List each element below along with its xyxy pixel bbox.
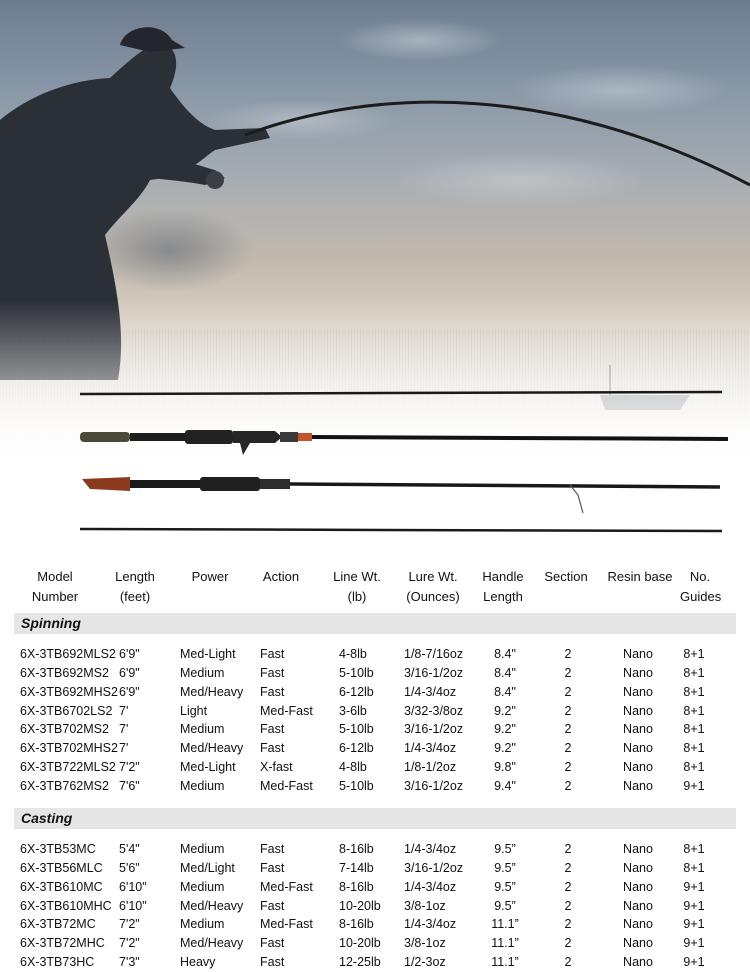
section-title: Casting xyxy=(21,810,73,826)
cell-section: 2 xyxy=(564,647,572,661)
cell-power: Med/Light xyxy=(180,860,235,875)
cell-lure-wt: 3/8-1oz xyxy=(404,936,446,951)
table-row xyxy=(0,897,750,916)
cell-action: Med-Fast xyxy=(260,879,313,894)
cell-action: Fast xyxy=(260,936,285,951)
cell-model: 6X-3TB6702LS2 xyxy=(20,703,113,718)
table-row xyxy=(0,664,750,683)
cell-lure-wt: 3/32-3/8oz xyxy=(404,703,464,718)
cell-power: Medium xyxy=(180,778,225,793)
cell-model: 6X-3TB762MS2 xyxy=(20,778,109,793)
cell-handle-length: 11.1” xyxy=(491,936,519,951)
cell-guides: 8+1 xyxy=(683,860,705,875)
table-row xyxy=(0,702,750,721)
cell-guides: 9+1 xyxy=(683,879,705,894)
cell-action: Fast xyxy=(260,955,285,970)
cell-model: 6X-3TB610MHC xyxy=(20,898,112,913)
cell-resin-base: Nano xyxy=(623,860,653,875)
cell-model: 6X-3TB722MLS2 xyxy=(20,760,116,775)
cell-length: 7' xyxy=(119,703,129,718)
cell-guides: 9+1 xyxy=(683,936,705,951)
cell-handle-length: 9.5” xyxy=(494,898,516,913)
cell-handle-length: 11.1” xyxy=(491,917,519,932)
cell-power: Med/Heavy xyxy=(180,898,244,913)
cell-line-wt: 5-10lb xyxy=(339,778,374,793)
cell-resin-base: Nano xyxy=(623,684,653,699)
cell-model: 6X-3TB610MC xyxy=(20,879,103,894)
cell-power: Med/Heavy xyxy=(180,741,244,756)
cell-section: 2 xyxy=(564,760,572,775)
cell-resin-base: Nano xyxy=(623,722,653,737)
cell-lure-wt: 3/8-1oz xyxy=(404,898,446,913)
cell-model: 6X-3TB692MLS2 xyxy=(20,647,116,661)
cell-handle-length: 9.2" xyxy=(494,741,516,756)
cell-guides: 9+1 xyxy=(683,917,705,932)
table-row xyxy=(0,840,750,859)
header-model: Model Number xyxy=(31,569,79,604)
rod-blank-1 xyxy=(80,392,722,394)
cell-length: 7' xyxy=(119,741,129,756)
rod-blank-2 xyxy=(80,529,722,531)
cell-resin-base: Nano xyxy=(623,955,653,970)
rod-images xyxy=(0,385,750,545)
cell-action: X-fast xyxy=(260,760,293,775)
cell-lure-wt: 1/4-3/4oz xyxy=(404,917,457,932)
cell-length: 7'2" xyxy=(119,760,140,775)
cell-power: Med/Heavy xyxy=(180,684,244,699)
cell-guides: 8+1 xyxy=(683,842,705,856)
cell-section: 2 xyxy=(564,722,572,737)
cell-action: Fast xyxy=(260,898,285,913)
cell-model: 6X-3TB72MC xyxy=(20,917,96,932)
table-row xyxy=(0,859,750,878)
cell-section: 2 xyxy=(564,842,572,856)
cell-power: Heavy xyxy=(180,955,216,970)
cell-lure-wt: 1/4-3/4oz xyxy=(404,741,457,756)
cell-power: Medium xyxy=(180,842,225,856)
cell-section: 2 xyxy=(564,879,572,894)
cell-power: Light xyxy=(180,703,208,718)
cell-power: Medium xyxy=(180,722,225,737)
table-row xyxy=(0,953,750,972)
cell-model: 6X-3TB692MHS2 xyxy=(20,684,118,699)
cell-line-wt: 8-16lb xyxy=(339,842,374,856)
cell-power: Med/Heavy xyxy=(180,936,244,951)
cell-handle-length: 9.2" xyxy=(494,722,516,737)
cell-lure-wt: 1/4-3/4oz xyxy=(404,879,457,894)
cell-length: 5'6" xyxy=(119,860,140,875)
cell-line-wt: 8-16lb xyxy=(339,917,374,932)
cell-line-wt: 8-16lb xyxy=(339,879,374,894)
cell-section: 2 xyxy=(564,898,572,913)
cell-line-wt: 5-10lb xyxy=(339,665,374,680)
table-row xyxy=(0,720,750,739)
cell-resin-base: Nano xyxy=(623,778,653,793)
cell-power: Medium xyxy=(180,879,225,894)
cell-resin-base: Nano xyxy=(623,665,653,680)
cell-section: 2 xyxy=(564,917,572,932)
cell-length: 7'3" xyxy=(119,955,140,970)
cell-line-wt: 6-12lb xyxy=(339,684,374,699)
cell-resin-base: Nano xyxy=(623,917,653,932)
cell-length: 6'9" xyxy=(119,647,140,661)
cell-length: 7'2" xyxy=(119,936,140,951)
cell-power: Med-Light xyxy=(180,760,236,775)
cell-resin-base: Nano xyxy=(623,936,653,951)
cell-line-wt: 10-20lb xyxy=(339,898,381,913)
cell-section: 2 xyxy=(564,703,572,718)
cell-lure-wt: 3/16-1/2oz xyxy=(404,778,464,793)
header-power: Power xyxy=(191,569,229,584)
casting-rod-image xyxy=(80,430,728,455)
cell-lure-wt: 1/8-7/16oz xyxy=(404,647,464,661)
cell-guides: 8+1 xyxy=(683,741,705,756)
table-row xyxy=(0,739,750,758)
cell-lure-wt: 1/4-3/4oz xyxy=(404,842,457,856)
cell-lure-wt: 1/4-3/4oz xyxy=(404,684,457,699)
cell-handle-length: 9.8" xyxy=(494,760,516,775)
cell-handle-length: 9.5” xyxy=(494,842,516,856)
cell-action: Fast xyxy=(260,741,285,756)
cell-resin-base: Nano xyxy=(623,898,653,913)
cell-length: 7'2" xyxy=(119,917,140,932)
cell-length: 5'4" xyxy=(119,842,140,856)
cell-section: 2 xyxy=(564,684,572,699)
cell-action: Med-Fast xyxy=(260,778,313,793)
cell-length: 6'9" xyxy=(119,684,140,699)
cell-line-wt: 4-8lb xyxy=(339,760,367,775)
cell-line-wt: 10-20lb xyxy=(339,936,381,951)
cell-guides: 8+1 xyxy=(683,665,705,680)
cell-length: 6'10" xyxy=(119,879,147,894)
cell-line-wt: 7-14lb xyxy=(339,860,374,875)
cell-action: Fast xyxy=(260,722,285,737)
cell-action: Fast xyxy=(260,647,285,661)
cell-section: 2 xyxy=(564,665,572,680)
header-guides: No. Guides xyxy=(680,569,722,604)
cell-lure-wt: 3/16-1/2oz xyxy=(404,860,464,875)
table-row xyxy=(0,683,750,702)
cell-model: 6X-3TB702MS2 xyxy=(20,722,109,737)
cell-power: Med-Light xyxy=(180,647,236,661)
cell-guides: 9+1 xyxy=(683,955,705,970)
cell-handle-length: 8.4" xyxy=(494,684,516,699)
cell-handle-length: 8.4" xyxy=(494,647,516,661)
cell-length: 7' xyxy=(119,722,129,737)
table-row xyxy=(0,758,750,777)
cell-length: 6'10" xyxy=(119,898,147,913)
cell-guides: 9+1 xyxy=(683,778,705,793)
cell-guides: 8+1 xyxy=(683,684,705,699)
cell-model: 6X-3TB72MHC xyxy=(20,936,105,951)
cell-lure-wt: 1/8-1/2oz xyxy=(404,760,457,775)
cell-handle-length: 11.1” xyxy=(491,955,519,970)
cell-resin-base: Nano xyxy=(623,741,653,756)
header-line-wt: Line Wt. (lb) xyxy=(333,569,381,604)
cell-resin-base: Nano xyxy=(623,760,653,775)
header-lure-wt: Lure Wt. (Ounces) xyxy=(406,569,460,604)
cell-model: 6X-3TB692MS2 xyxy=(20,665,109,680)
cell-lure-wt: 1/2-3oz xyxy=(404,955,446,970)
cell-handle-length: 9.5” xyxy=(494,879,516,894)
header-action: Action xyxy=(262,569,300,584)
cell-guides: 9+1 xyxy=(683,898,705,913)
cell-action: Fast xyxy=(260,684,285,699)
cell-model: 6X-3TB53MC xyxy=(20,842,96,856)
cell-model: 6X-3TB702MHS2 xyxy=(20,741,118,756)
cell-line-wt: 5-10lb xyxy=(339,722,374,737)
header-section: Section xyxy=(544,569,588,584)
cell-handle-length: 9.4" xyxy=(494,778,516,793)
cell-line-wt: 12-25lb xyxy=(339,955,381,970)
cell-action: Fast xyxy=(260,842,285,856)
table-row xyxy=(0,645,750,664)
cell-section: 2 xyxy=(564,778,572,793)
header-length: Length (feet) xyxy=(115,569,155,604)
cell-handle-length: 9.2" xyxy=(494,703,516,718)
cell-guides: 8+1 xyxy=(683,722,705,737)
cell-guides: 8+1 xyxy=(683,703,705,718)
table-row xyxy=(0,777,750,796)
cell-power: Medium xyxy=(180,917,225,932)
header-handle: Handle Length xyxy=(482,569,524,604)
cell-line-wt: 6-12lb xyxy=(339,741,374,756)
cell-action: Med-Fast xyxy=(260,703,313,718)
table-row xyxy=(0,878,750,897)
cell-section: 2 xyxy=(564,936,572,951)
cell-section: 2 xyxy=(564,955,572,970)
header-resin: Resin base xyxy=(607,569,673,584)
cell-resin-base: Nano xyxy=(623,703,653,718)
cell-model: 6X-3TB56MLC xyxy=(20,860,103,875)
cell-lure-wt: 3/16-1/2oz xyxy=(404,665,464,680)
cell-handle-length: 8.4" xyxy=(494,665,516,680)
cell-guides: 8+1 xyxy=(683,647,705,661)
cell-action: Fast xyxy=(260,860,285,875)
cell-resin-base: Nano xyxy=(623,879,653,894)
cell-power: Medium xyxy=(180,665,225,680)
cell-action: Med-Fast xyxy=(260,917,313,932)
cell-section: 2 xyxy=(564,741,572,756)
cell-action: Fast xyxy=(260,665,285,680)
section-title: Spinning xyxy=(21,615,81,631)
cell-resin-base: Nano xyxy=(623,842,653,856)
cell-guides: 8+1 xyxy=(683,760,705,775)
cell-handle-length: 9.5” xyxy=(494,860,516,875)
cell-model: 6X-3TB73HC xyxy=(20,955,95,970)
section-casting xyxy=(14,808,736,829)
table-row xyxy=(0,915,750,934)
table-row xyxy=(0,934,750,953)
cell-line-wt: 3-6lb xyxy=(339,703,367,718)
cell-length: 7'6" xyxy=(119,778,140,793)
cell-lure-wt: 3/16-1/2oz xyxy=(404,722,464,737)
cell-line-wt: 4-8lb xyxy=(339,647,367,661)
cell-length: 6'9" xyxy=(119,665,140,680)
cell-section: 2 xyxy=(564,860,572,875)
spinning-rod-image xyxy=(82,477,720,513)
section-spinning xyxy=(14,613,736,634)
cell-resin-base: Nano xyxy=(623,647,653,661)
